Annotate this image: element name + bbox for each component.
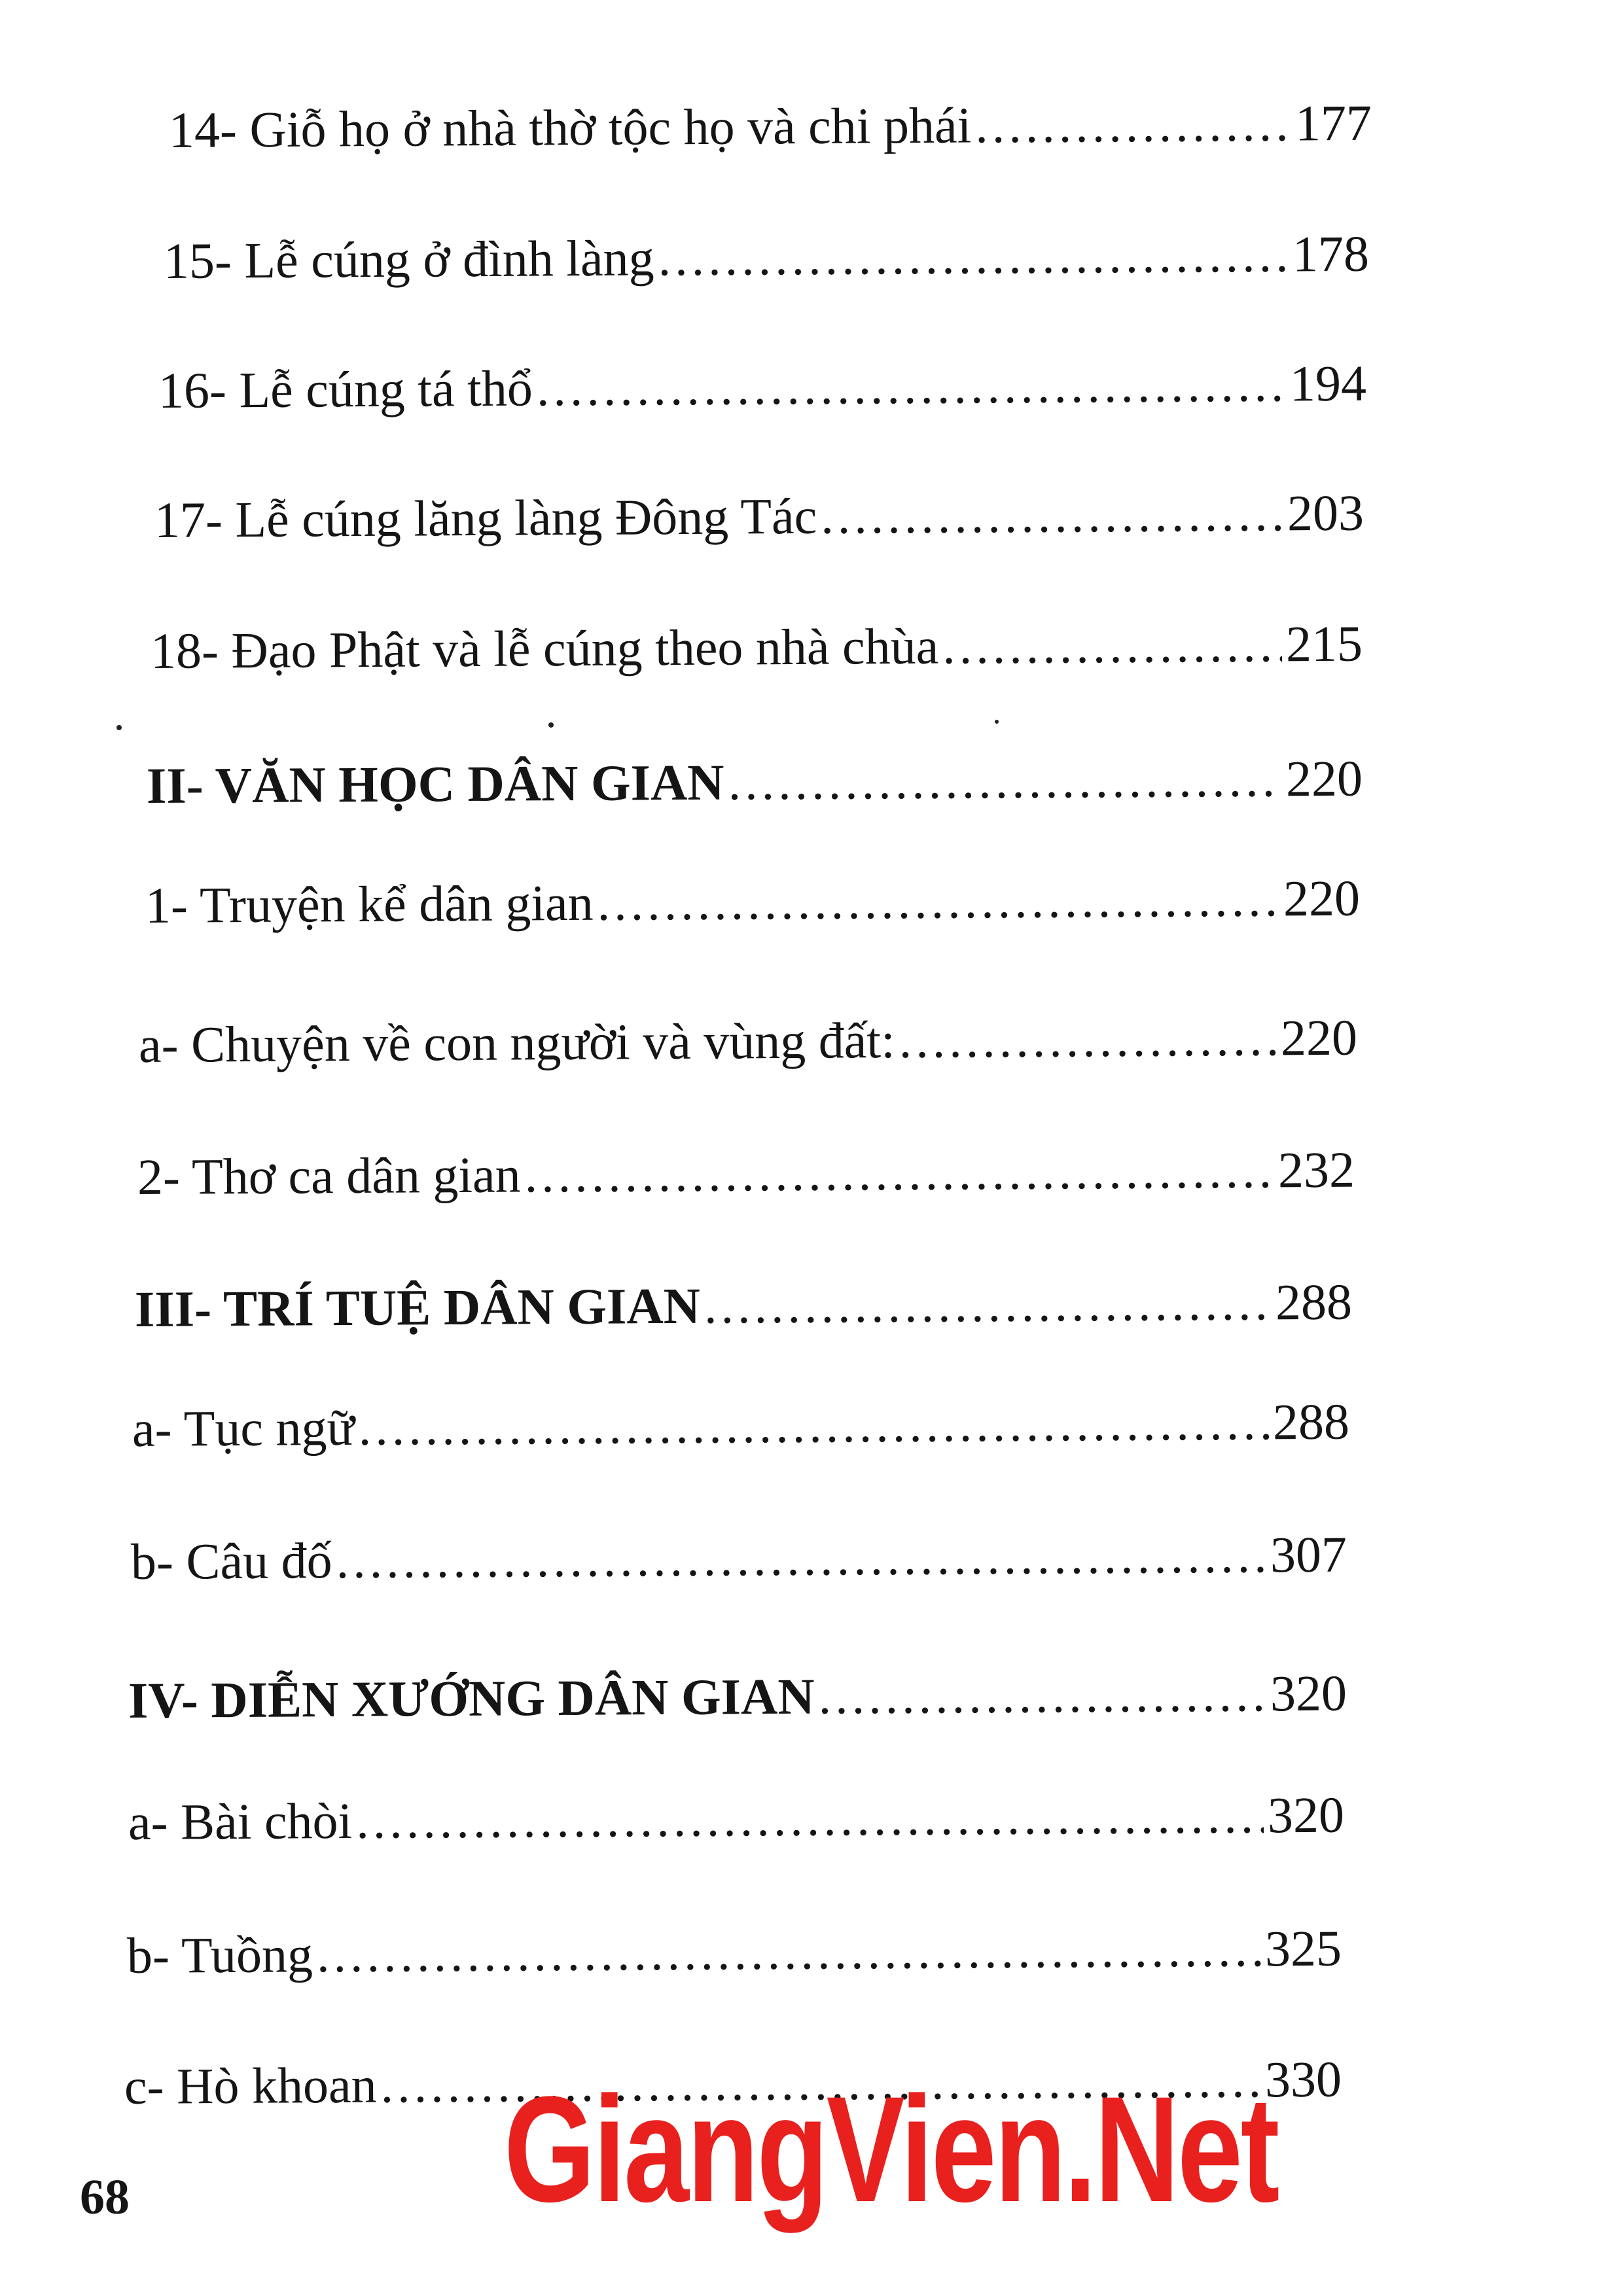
print-speck — [116, 725, 122, 730]
toc-entry-label: 16- Lễ cúng tá thổ — [158, 359, 533, 419]
toc-entry-label: 18- Đạo Phật và lễ cúng theo nhà chùa — [150, 617, 939, 679]
dot-leader — [524, 1144, 1274, 1200]
toc-entry-label: a- Chuyện về con người và vùng đất: — [138, 1011, 896, 1073]
page-number: 68 — [80, 2170, 130, 2225]
toc-entry — [154, 484, 1364, 548]
toc-entry — [130, 1525, 1347, 1590]
toc-entry-page: 320 — [1270, 1664, 1347, 1722]
toc-entry-label: a- Bài chòi — [128, 1792, 353, 1850]
dot-leader — [358, 1396, 1269, 1453]
dot-leader — [821, 487, 1283, 541]
toc-entry-page: 320 — [1267, 1786, 1345, 1844]
dot-leader — [975, 98, 1291, 151]
toc-entry-page: 288 — [1272, 1392, 1350, 1451]
dot-leader — [537, 358, 1287, 414]
dot-leader — [356, 1790, 1264, 1846]
toc-entry-label: c- Hò khoan — [124, 2056, 377, 2115]
toc-entry-label: b- Câu đố — [130, 1532, 332, 1590]
toc-entry-page: 178 — [1292, 224, 1370, 283]
dot-leader — [317, 1923, 1261, 1980]
toc-entry — [138, 1008, 1358, 1073]
toc-entry-label: III- TRÍ TUỆ DÂN GIAN — [134, 1277, 701, 1337]
toc-entry — [137, 1140, 1355, 1205]
toc-entry-page: 307 — [1270, 1525, 1347, 1583]
dot-leader — [942, 618, 1282, 671]
toc-entry-page: 177 — [1294, 94, 1372, 152]
toc-entry — [158, 354, 1367, 419]
dot-leader — [818, 1668, 1266, 1722]
toc-entry-page: 220 — [1283, 869, 1361, 927]
toc-entry-page: 220 — [1285, 749, 1363, 807]
toc-entry-label: a- Tục ngữ — [132, 1398, 355, 1457]
toc-section-heading — [128, 1664, 1347, 1729]
toc-entry — [128, 1786, 1345, 1850]
toc-entry-page: 215 — [1285, 614, 1363, 673]
toc-entry-label: 1- Truyện kể dân gian — [145, 874, 594, 934]
toc-entry-label: 15- Lễ cúng ở đình làng — [163, 229, 654, 289]
dot-leader — [336, 1529, 1266, 1586]
toc-entry — [126, 1919, 1342, 1984]
toc-entry — [150, 614, 1363, 679]
watermark-logo: GiangVien.Net — [504, 2065, 1278, 2233]
toc-entry-label: IV- DIỄN XƯỚNG DÂN GIAN — [128, 1667, 815, 1729]
toc-entry — [132, 1392, 1350, 1457]
toc-entry — [145, 869, 1361, 934]
dot-leader — [728, 753, 1282, 807]
dot-leader — [658, 229, 1289, 284]
dot-leader — [704, 1277, 1272, 1331]
toc-entry-page: 203 — [1287, 484, 1364, 542]
toc-section-heading — [146, 749, 1363, 814]
toc-entry-label: 17- Lễ cúng lăng làng Đông Tác — [154, 487, 817, 548]
dot-leader — [899, 1012, 1277, 1066]
toc-entry-label: 2- Thơ ca dân gian — [137, 1146, 521, 1205]
toc-entry-label: 14- Giỗ họ ở nhà thờ tộc họ và chi phái — [168, 96, 972, 158]
toc-entry-page: 194 — [1289, 354, 1367, 412]
toc-entry — [168, 94, 1372, 158]
toc-entry-page: 288 — [1275, 1273, 1353, 1331]
toc-section-heading — [134, 1273, 1353, 1337]
toc-entry-label: b- Tuồng — [126, 1926, 313, 1984]
toc-entry — [163, 224, 1370, 289]
print-speck — [995, 720, 999, 724]
dot-leader — [597, 873, 1279, 928]
toc-entry-label: II- VĂN HỌC DÂN GIAN — [146, 753, 724, 814]
toc-entry-page: 232 — [1277, 1140, 1355, 1199]
toc-entry-page: 330 — [1264, 2050, 1342, 2108]
toc-entry-page: 325 — [1264, 1919, 1342, 1977]
toc-entry-page: 220 — [1280, 1008, 1358, 1067]
print-speck — [548, 722, 554, 728]
